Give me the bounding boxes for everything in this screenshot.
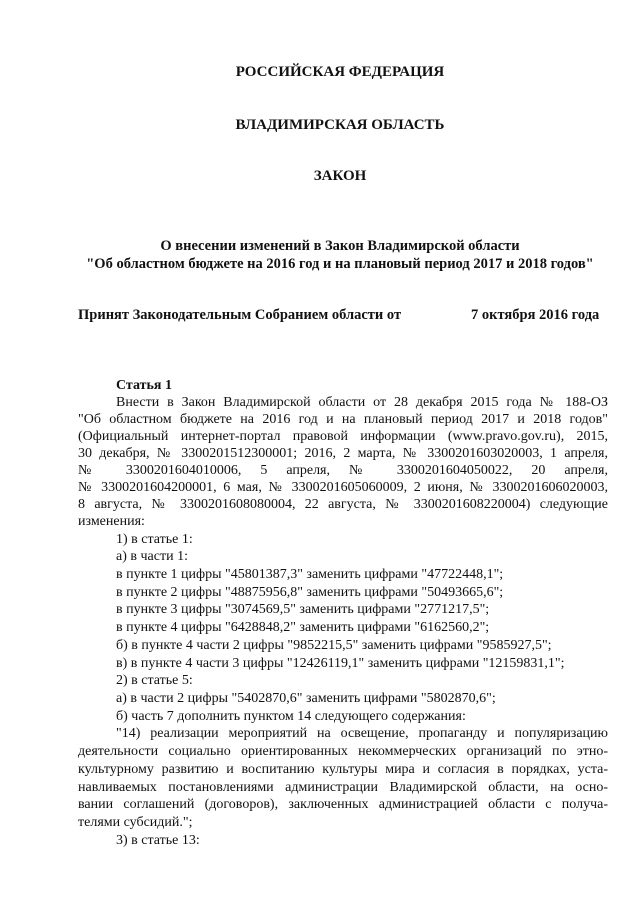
body-line: в пункте 1 цифры "45801387,3" заменить цифрами "47722448,1"; [116, 567, 504, 582]
body-line: а) в части 1: [116, 549, 188, 564]
body-line: № 3300201604010006, 5 апреля, № 3300201604050022, 20 апреля, [78, 463, 608, 478]
header-federation: РОССИЙСКАЯ ФЕДЕРАЦИЯ [235, 64, 445, 80]
body-line: в пункте 3 цифры "3074569,5" заменить цифрами "2771217,5"; [116, 602, 490, 617]
body-line: деятельности социально ориентированных некоммерческих организаций по этно- [78, 744, 608, 759]
body-line: 30 декабря, № 3300201512300001; 2016, 2 марта, № 3300201603020003, 1 апреля, [78, 446, 608, 461]
body-line: навливаемых постановлениями администрации Владимирской области, на осно- [78, 780, 608, 795]
body-line: Внести в Закон Владимирской области от 28 декабря 2015 года № 188-ОЗ [116, 395, 608, 410]
body-line: б) часть 7 дополнить пунктом 14 следующего содержания: [116, 709, 466, 724]
body-line: изменения: [78, 514, 145, 529]
body-line: б) в пункте 4 части 2 цифры "9852215,5" заменить цифрами "9585927,5"; [116, 638, 552, 653]
body-line: 8 августа, № 3300201608080004, 22 августа, № 3300201608220004) следующие [78, 497, 608, 512]
law-title-line-1: О внесении изменений в Закон Владимирской области [160, 238, 520, 254]
body-line: 1) в статье 1: [116, 532, 193, 547]
adopted-label: Принят Законодательным Собранием области от [78, 307, 402, 323]
body-line: культурному развитию и воспитанию культуры мира и согласия в порядках, уста- [78, 762, 608, 777]
body-line: 3) в статье 13: [116, 833, 200, 848]
body-line: в пункте 2 цифры "48875956,8" заменить цифрами "50493665,6"; [116, 585, 504, 600]
body-line: вании соглашений (договоров), заключенных администрацией области с получа- [78, 797, 608, 812]
body-line: 2) в статье 5: [116, 673, 193, 688]
body-line: телями субсидий."; [78, 815, 193, 830]
body-line: № 3300201604200001, 6 мая, № 3300201605060009, 2 июня, № 3300201606020003, [78, 480, 608, 495]
body-line: в пункте 4 цифры "6428848,2" заменить цифрами "6162560,2"; [116, 620, 490, 635]
header-doc-type: ЗАКОН [313, 168, 367, 184]
article-heading: Статья 1 [116, 378, 172, 393]
body-line: "14) реализации мероприятий на освещение, пропаганду и популяризацию [116, 726, 608, 741]
body-line: (Официальный интернет-портал правовой информации (www.pravo.gov.ru), 2015, [78, 429, 608, 444]
body-line: а) в части 2 цифры "5402870,6" заменить цифрами "5802870,6"; [116, 691, 496, 706]
law-title-line-2: "Об областном бюджете на 2016 год и на плановый период 2017 и 2018 годов" [86, 256, 594, 272]
header-region: ВЛАДИМИРСКАЯ ОБЛАСТЬ [235, 117, 445, 133]
body-line: в) в пункте 4 части 3 цифры "12426119,1" заменить цифрами "12159831,1"; [116, 656, 565, 671]
body-line: "Об областном бюджете на 2016 год и на плановый период 2017 и 2018 годов" [78, 412, 608, 427]
adopted-date: 7 октября 2016 года [471, 307, 600, 323]
